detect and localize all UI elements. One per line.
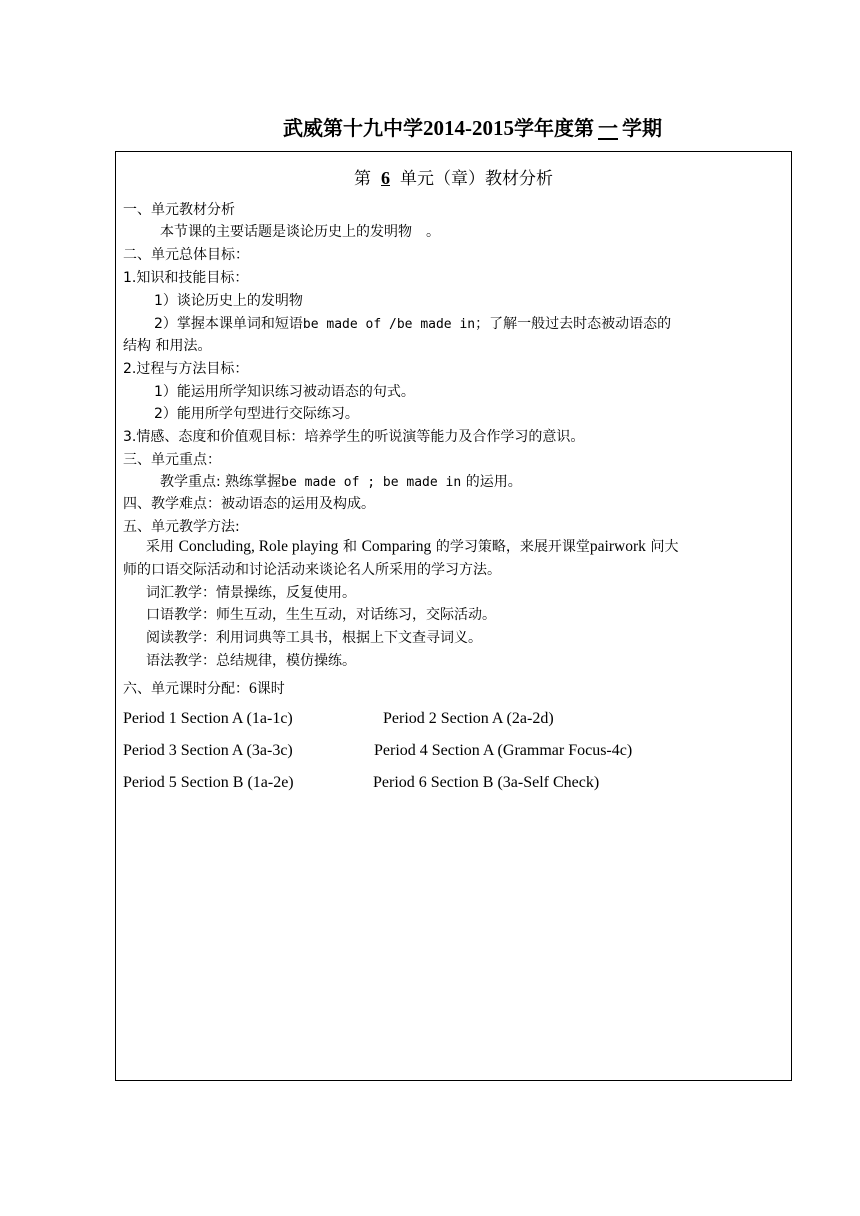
school-name: 武威第十九中学 [283, 116, 423, 140]
section-6-b: 6 [249, 680, 257, 697]
key-point-a: 教学重点: 熟练掌握 [160, 474, 282, 490]
period-5: Period 5 Section B (1a-2e) [123, 774, 294, 791]
goal-1-item-2-cont: 结构 和用法。 [123, 338, 212, 354]
method-e: 的学习策略，来展开课堂 [435, 539, 590, 555]
reading-teaching: 阅读教学：利用词典等工具书，根据上下文查寻词义。 [146, 630, 482, 646]
period-2: Period 2 Section A (2a-2d) [383, 710, 554, 727]
key-point-b: be made of ; be made in [281, 475, 462, 490]
unit-suffix: 单元（章）教材分析 [400, 169, 553, 189]
topic-text: 本节课的主要话题是谈论历史上的发明物 。 [160, 224, 440, 240]
method-text-cont: 师的口语交际活动和讨论活动来谈论名人所采用的学习方法。 [123, 562, 501, 578]
section-6-a: 六、单元课时分配： [123, 681, 249, 697]
unit-title [116, 164, 791, 189]
method-a: 采用 [146, 539, 174, 555]
school-years: 2014-2015 [423, 116, 514, 140]
oral-teaching: 口语教学：师生互动，生生互动，对话练习，交际活动。 [146, 607, 496, 623]
period-4: Period 4 Section A (Grammar Focus-4c) [374, 742, 633, 759]
period-1: Period 1 Section A (1a-1c) [123, 710, 293, 727]
section-6-c: 课时 [256, 681, 285, 697]
unit-number: 6 [381, 168, 390, 188]
goal-1-item-2-c: ；了解一般过去时态被动语态的 [475, 316, 672, 332]
section-3-heading: 三、单元重点： [123, 452, 221, 468]
goal-1-item-2 [154, 313, 671, 333]
goal-2-item-2: 2）能用所学句型进行交际练习。 [154, 406, 359, 422]
goal-1-item-1: 1）谈论历史上的发明物 [154, 293, 303, 309]
unit-prefix: 第 [354, 169, 371, 189]
header-end: 学期 [622, 116, 662, 140]
section-1-heading: 一、单元教材分析 [123, 202, 235, 218]
period-6: Period 6 Section B (3a-Self Check) [373, 774, 600, 791]
analysis-frame [115, 151, 792, 1081]
goal-2-item-1: 1）能运用所学知识练习被动语态的句式。 [154, 384, 415, 400]
section-5-heading: 五、单元教学方法: [123, 519, 240, 535]
grammar-teaching: 语法教学：总结规律，模仿操练。 [146, 653, 356, 669]
method-c: 和 [342, 539, 357, 555]
vocab-teaching: 词汇教学：情景操练，反复使用。 [146, 585, 356, 601]
goal-2-heading: 2.过程与方法目标： [123, 361, 249, 377]
method-b: Concluding, Role playing [178, 538, 339, 555]
page-header [0, 112, 860, 141]
goal-3: 3.情感、态度和价值观目标：培养学生的听说演等能力及合作学习的意识。 [123, 429, 585, 445]
goal-1-heading: 1.知识和技能目标： [123, 270, 249, 286]
key-point [160, 471, 522, 491]
method-g: 问大 [650, 539, 679, 555]
section-6-heading [123, 678, 285, 698]
key-point-c: 的运用。 [465, 474, 522, 490]
section-2-heading: 二、单元总体目标： [123, 247, 249, 263]
section-4-heading: 四、教学难点：被动语态的运用及构成。 [123, 496, 375, 512]
method-f: pairwork [589, 538, 646, 555]
goal-1-item-2-a: 2）掌握本课单词和短语 [154, 316, 303, 332]
method-d: Comparing [361, 538, 432, 555]
period-3: Period 3 Section A (3a-3c) [123, 742, 293, 759]
header-mid: 学年度第 [514, 116, 594, 140]
method-text [146, 536, 678, 556]
goal-1-item-2-b: be made of /be made in [302, 317, 476, 332]
term-number: 一 [598, 116, 618, 140]
